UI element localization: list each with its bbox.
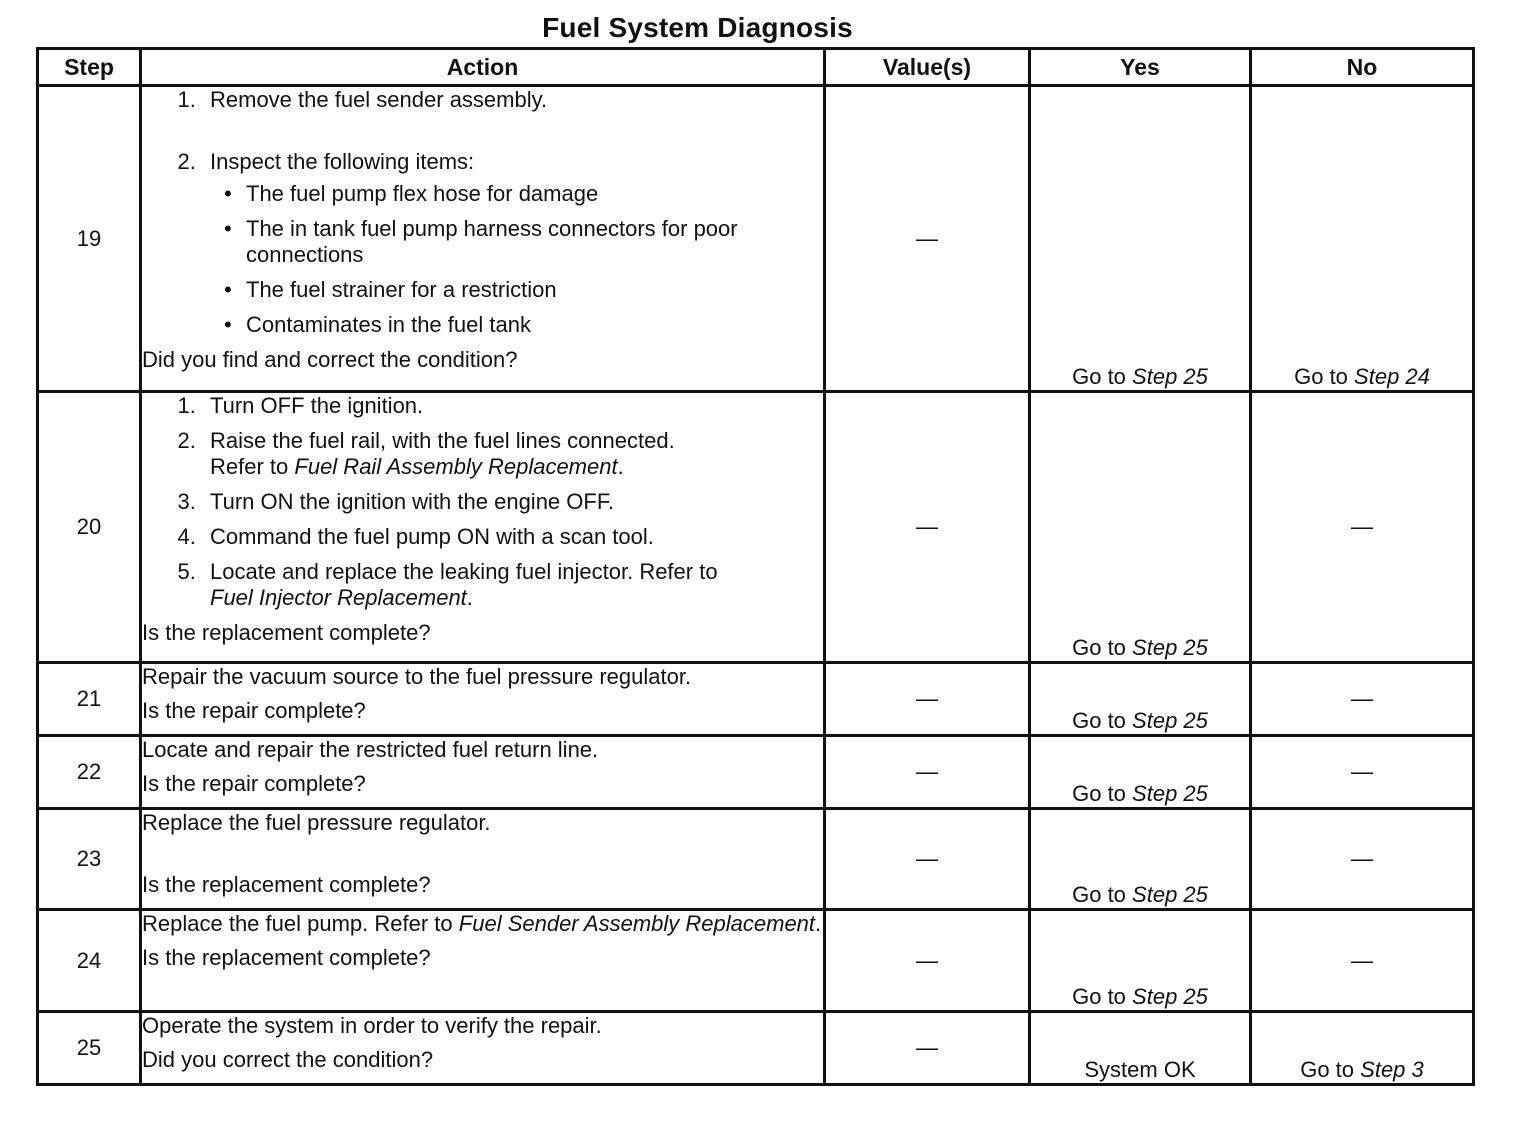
action-question: Is the replacement complete? — [142, 620, 431, 645]
page-title: Fuel System Diagnosis — [542, 12, 853, 43]
action-text: Repair the vacuum source to the fuel pressure regulator. — [142, 664, 692, 689]
action-item: 1. Turn OFF the ignition. — [202, 393, 823, 419]
action-text: Replace the fuel pressure regulator. — [142, 810, 491, 835]
action-cell — [141, 663, 825, 736]
value-cell: — — [825, 809, 1030, 910]
diagnosis-table — [36, 47, 1475, 1086]
value-cell: — — [825, 86, 1030, 392]
action-question: Is the replacement complete? — [142, 872, 431, 897]
action-item: 5. Locate and replace the leaking fuel injector. Refer to Fuel Injector Replacement. — [202, 559, 823, 611]
action-cell — [141, 910, 825, 1012]
action-cell — [141, 392, 825, 663]
no-cell: Go to Step 24 — [1251, 86, 1474, 392]
step-number: 19 — [38, 86, 141, 392]
table-row — [38, 1012, 1474, 1085]
action-text: Replace the fuel pump. Refer to Fuel Sender Assembly Replacement. — [142, 911, 822, 936]
yes-cell: Go to Step 25 — [1030, 736, 1251, 809]
action-list — [142, 87, 823, 338]
action-question: Did you correct the condition? — [142, 1047, 434, 1072]
step-number: 25 — [38, 1012, 141, 1085]
yes-cell: Go to Step 25 — [1030, 86, 1251, 392]
no-cell: — — [1251, 663, 1474, 736]
action-item: 2. Raise the fuel rail, with the fuel lines connected. Refer to Fuel Rail Assembly Replacement. — [202, 428, 823, 480]
header-action: Action — [141, 49, 825, 86]
action-item: 1. Remove the fuel sender assembly. — [202, 87, 823, 113]
action-question: Is the repair complete? — [142, 771, 366, 796]
action-item: 3. Turn ON the ignition with the engine OFF. — [202, 489, 823, 515]
no-cell: — — [1251, 736, 1474, 809]
table-row — [38, 392, 1474, 663]
list-item: • The fuel strainer for a restriction — [246, 277, 823, 303]
table-row — [38, 736, 1474, 809]
yes-cell: Go to Step 25 — [1030, 910, 1251, 1012]
header-yes: Yes — [1030, 49, 1251, 86]
action-question: Did you find and correct the condition? — [142, 347, 518, 372]
table-row — [38, 910, 1474, 1012]
step-number: 20 — [38, 392, 141, 663]
yes-cell: Go to Step 25 — [1030, 663, 1251, 736]
table-row — [38, 663, 1474, 736]
no-cell: Go to Step 3 — [1251, 1012, 1474, 1085]
value-cell: — — [825, 392, 1030, 663]
no-cell: — — [1251, 809, 1474, 910]
action-item: 2. Inspect the following items: • The fuel pump flex hose for damage • The in tank fuel pump harness connectors for poor connections • The fuel strainer for a restriction • Contaminates in the fuel tank — [202, 149, 823, 338]
action-text: Operate the system in order to verify the repair. — [142, 1013, 602, 1038]
action-text: Locate and repair the restricted fuel return line. — [142, 737, 599, 762]
table-row — [38, 809, 1474, 910]
yes-cell: Go to Step 25 — [1030, 809, 1251, 910]
value-cell: — — [825, 910, 1030, 1012]
step-number: 22 — [38, 736, 141, 809]
no-cell: — — [1251, 392, 1474, 663]
list-item: • Contaminates in the fuel tank — [246, 312, 823, 338]
yes-cell: Go to Step 25 — [1030, 392, 1251, 663]
action-cell — [141, 1012, 825, 1085]
step-number: 24 — [38, 910, 141, 1012]
action-question: Is the repair complete? — [142, 698, 366, 723]
value-cell: — — [825, 736, 1030, 809]
yes-cell: System OK — [1030, 1012, 1251, 1085]
value-cell: — — [825, 663, 1030, 736]
table-row — [38, 86, 1474, 392]
list-item: • The fuel pump flex hose for damage — [246, 181, 823, 207]
header-values: Value(s) — [825, 49, 1030, 86]
step-number: 21 — [38, 663, 141, 736]
header-no: No — [1251, 49, 1474, 86]
header-step: Step — [38, 49, 141, 86]
action-cell — [141, 809, 825, 910]
action-item: 4. Command the fuel pump ON with a scan tool. — [202, 524, 823, 550]
value-cell: — — [825, 1012, 1030, 1085]
header-row — [38, 49, 1474, 86]
inspection-list — [210, 181, 823, 338]
list-item: • The in tank fuel pump harness connectors for poor connections — [246, 216, 823, 268]
action-cell — [141, 736, 825, 809]
action-cell — [141, 86, 825, 392]
step-number: 23 — [38, 809, 141, 910]
action-question: Is the replacement complete? — [142, 945, 431, 970]
action-list — [142, 393, 823, 611]
no-cell: — — [1251, 910, 1474, 1012]
